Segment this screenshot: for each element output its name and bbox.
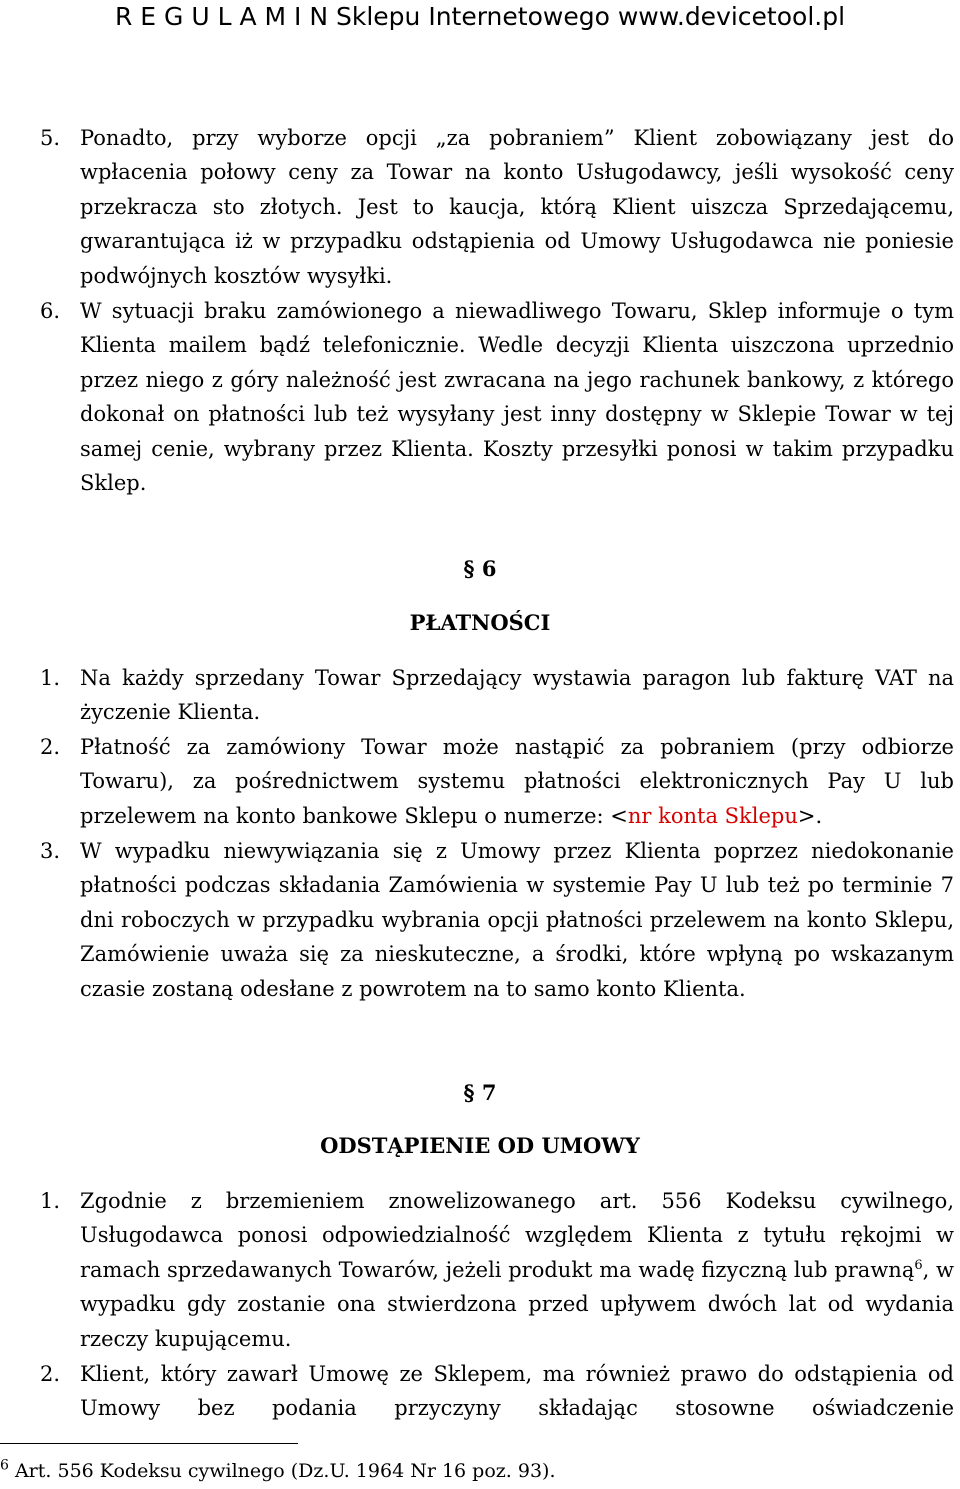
section-title: PŁATNOŚCI [409,610,551,635]
footnote-mark: 6 [0,1457,9,1474]
item-text [80,1184,954,1356]
item-text: W wypadku niewywiązania się z Umowy przez Klienta poprzez niedokonanie płatności podczas składania Zamówienia w systemie Pay U lub też po terminie 7 dni roboczych w przypadku wybrania opcji płatności przelewem na konto Sklepu, Zamówienie uważa się za nieskuteczne, a środki, które wpłyną po wskazanym czasie zostaną odesłane z powrotem na to samo konto Klienta. [80,839,954,1001]
header-title: R E G U L A M I N Sklepu Internetowego www.devicetool.pl [114,2,846,31]
footnote-separator [0,1443,298,1444]
section-mark: § 6 [463,556,497,581]
item-number: 2. [40,735,61,759]
item-text: Na każdy sprzedany Towar Sprzedający wystawia paragon lub fakturę VAT na życzenie Klienta. [80,666,954,725]
document-header [0,0,960,34]
item-number: 3. [40,839,61,863]
item-number: 5. [40,126,61,150]
item-text: Ponadto, przy wyborze opcji „za pobraniem” Klient zobowiązany jest do wpłacenia połowy ceny za Towar na konto Usługodawcy, jeśli wysokość ceny przekracza sto złotych. Jest to kaucja, którą Klient uiszcza Sprzedającemu, gwarantująca iż w przypadku odstąpienia od Umowy Usługodawca nie poniesie podwójnych kosztów wysyłki. [80,126,954,288]
item-text [80,730,954,833]
footnote [0,1456,960,1486]
item-text: W sytuacji braku zamówionego a niewadliwego Towaru, Sklep informuje o tym Klienta mailem bądź telefonicznie. Wedle decyzji Klienta uiszczona uprzednio przez niego z góry należność jest zwracana na jego rachunek bankowy, z którego dokonał on płatności lub też wysyłany jest inny dostępny w Sklepie Towar w tej samej cenie, wybrany przez Klienta. Koszty przesyłki ponosi w takim przypadku Sklep. [80,299,954,496]
text-part: Zgodnie z brzemieniem znowelizowanego art. 556 Kodeksu cywilnego, Usługodawca ponosi odpowiedzialność względem Klienta z tytułu rękojmi w ramach sprzedawanych Towarów, jeżeli produkt ma wadę fizyczną lub prawną [80,1189,954,1282]
text-part: Płatność za zamówiony Towar może nastąpić za pobraniem (przy odbiorze Towaru), za pośrednictwem systemu płatności elektronicznych Pay U lub przelewem na konto bankowe Sklepu o numerze: < [80,735,954,828]
item-number: 1. [40,666,61,690]
section-title: ODSTĄPIENIE OD UMOWY [320,1133,640,1158]
item-number: 6. [40,299,61,323]
item-number: 1. [40,1189,61,1213]
item-text: Klient, który zawarł Umowę ze Sklepem, ma również prawo do odstąpienia od Umowy bez podania przyczyny składając stosowne oświadczenie [80,1362,954,1421]
account-number-placeholder: nr konta Sklepu [627,803,798,828]
section-mark: § 7 [463,1080,497,1105]
text-part: >. [797,803,823,828]
footnote-ref: 6 [914,1257,923,1273]
footnote-text: Art. 556 Kodeksu cywilnego (Dz.U. 1964 Nr 16 poz. 93). [8,1460,556,1482]
text-part: , w wypadku gdy zostanie ona stwierdzona przed upływem dwóch lat od wydania rzeczy kupującemu. [80,1257,955,1351]
item-number: 2. [40,1362,61,1386]
